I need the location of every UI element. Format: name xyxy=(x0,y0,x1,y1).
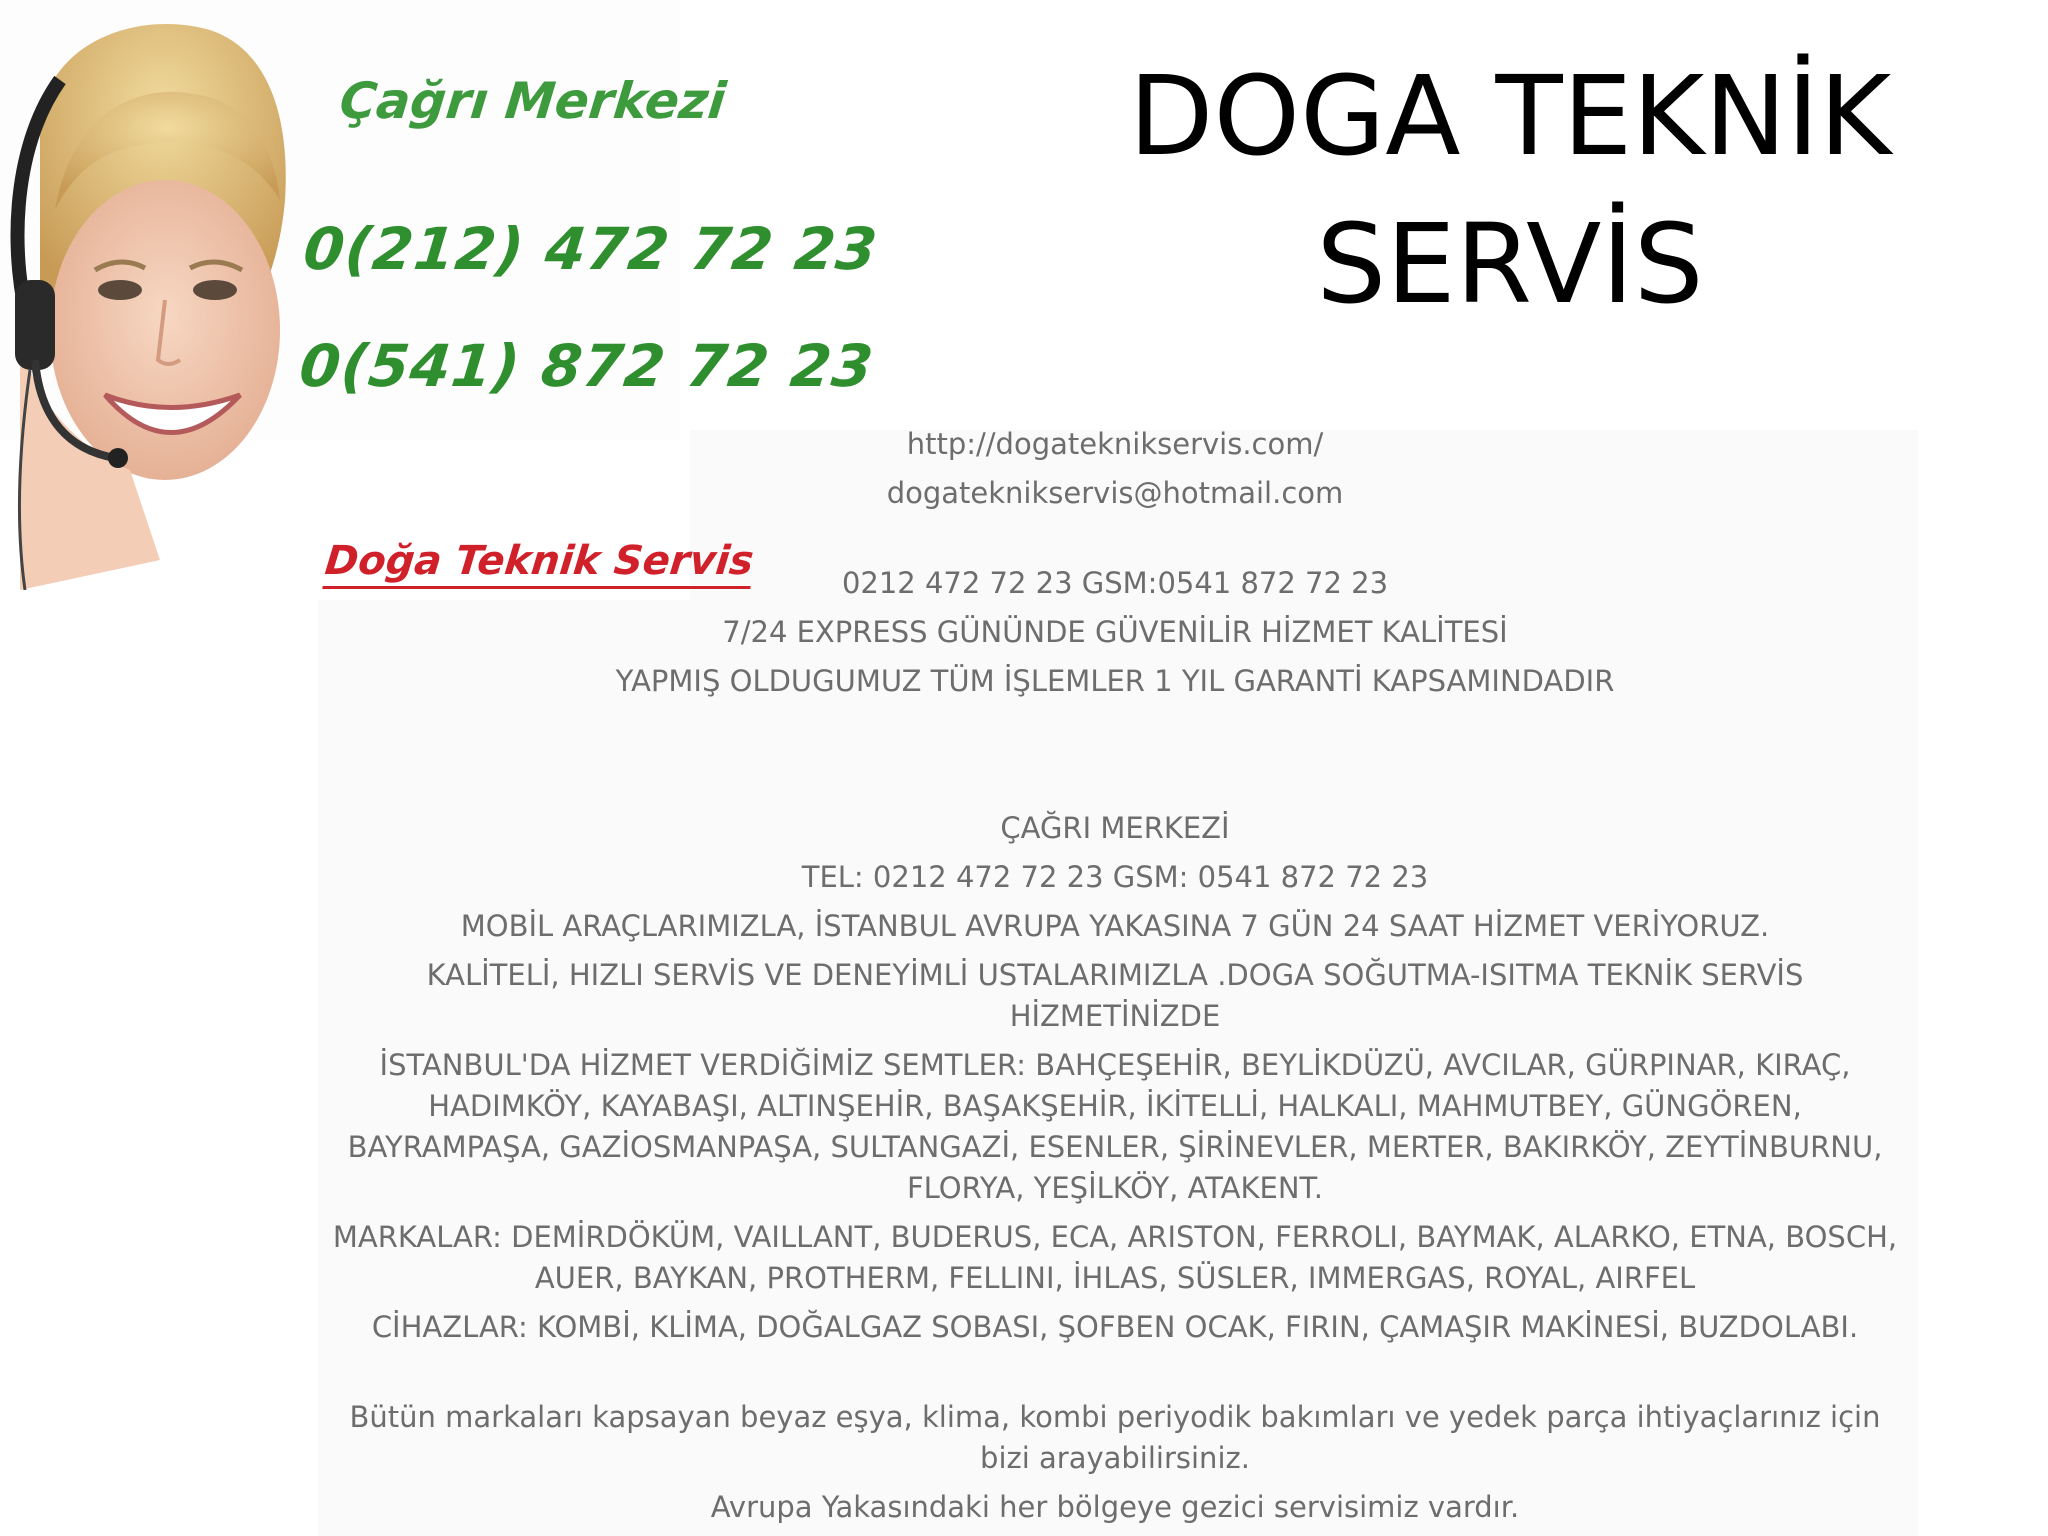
banner-phone-1: 0(212) 472 72 23 xyxy=(300,215,882,283)
guarantee-text: YAPMIŞ OLDUGUMUZ TÜM İŞLEMLER 1 YIL GARANTİ KAPSAMINDADIR xyxy=(615,664,1615,698)
banner-brand: Doğa Teknik Servis xyxy=(322,538,755,589)
call-center-tel: TEL: 0212 472 72 23 GSM: 0541 872 72 23 xyxy=(801,860,1429,894)
call-center-heading: ÇAĞRI MERKEZİ xyxy=(1000,811,1230,845)
headset-operator-icon xyxy=(0,0,300,590)
spacer xyxy=(330,710,1900,808)
maintenance-text: Bütün markaları kapsayan beyaz eşya, klima, kombi periyodik bakımları ve yedek parça ihtiyaçlarınız için bizi arayabilirsiniz. xyxy=(349,1400,1881,1475)
districts-text: İSTANBUL'DA HİZMET VERDİĞİMİZ SEMTLER: BAHÇEŞEHİR, BEYLİKDÜZÜ, AVCILAR, GÜRPINAR, KIRAÇ, HADIMKÖY, KAYABAŞI, ALTINŞEHİR, BAŞAKŞEHİR, İKİTELLİ, HALKALI, MAHMUTBEY, GÜNGÖREN, BAYRAMPAŞA, GAZİOSMANPAŞA, SULTANGAZİ, ESENLER, ŞİRİNEVLER, MERTER, BAKIRKÖY, ZEYTİNBURNU, FLORYA, YEŞİLKÖY, ATAKENT. xyxy=(347,1048,1883,1205)
banner-heading: Çağrı Merkezi xyxy=(336,72,729,130)
gezici-service-text: Avrupa Yakasındaki her bölgeye gezici servisimiz vardır. xyxy=(710,1490,1520,1524)
spacer xyxy=(330,1356,1900,1397)
devices-text: CİHAZLAR: KOMBİ, KLİMA, DOĞALGAZ SOBASI, ŞOFBEN OCAK, FIRIN, ÇAMAŞIR MAKİNESİ, BUZDOLABI. xyxy=(371,1310,1859,1344)
content-body xyxy=(330,424,1900,1536)
banner-phone-2: 0(541) 872 72 23 xyxy=(296,332,878,400)
page-title-line-1: DOGA TEKNİK xyxy=(1128,52,1892,180)
spacer xyxy=(330,522,1900,563)
page-title-line-2: SERVİS xyxy=(1316,200,1704,328)
quality-service-text: KALİTELİ, HIZLI SERVİS VE DENEYİMLİ USTALARIMIZLA .DOGA SOĞUTMA-ISITMA TEKNİK SERVİS HİZMETİNİZDE xyxy=(426,958,1804,1033)
mobile-service-text: MOBİL ARAÇLARIMIZLA, İSTANBUL AVRUPA YAKASINA 7 GÜN 24 SAAT HİZMET VERİYORUZ. xyxy=(460,909,1770,943)
page-title xyxy=(1100,42,1920,338)
brands-text: MARKALAR: DEMİRDÖKÜM, VAILLANT, BUDERUS, ECA, ARISTON, FERROLI, BAYMAK, ALARKO, ETNA, BOSCH, AUER, BAYKAN, PROTHERM, FELLINI, İHLAS, SÜSLER, IMMERGAS, ROYAL, AIRFEL xyxy=(332,1220,1898,1295)
email-link[interactable]: dogateknikservis@hotmail.com xyxy=(886,476,1344,510)
express-service-text: 7/24 EXPRESS GÜNÜNDE GÜVENİLİR HİZMET KALİTESİ xyxy=(722,615,1508,649)
website-link[interactable]: http://dogateknikservis.com/ xyxy=(906,427,1324,461)
phone-numbers: 0212 472 72 23 GSM:0541 872 72 23 xyxy=(841,566,1389,600)
